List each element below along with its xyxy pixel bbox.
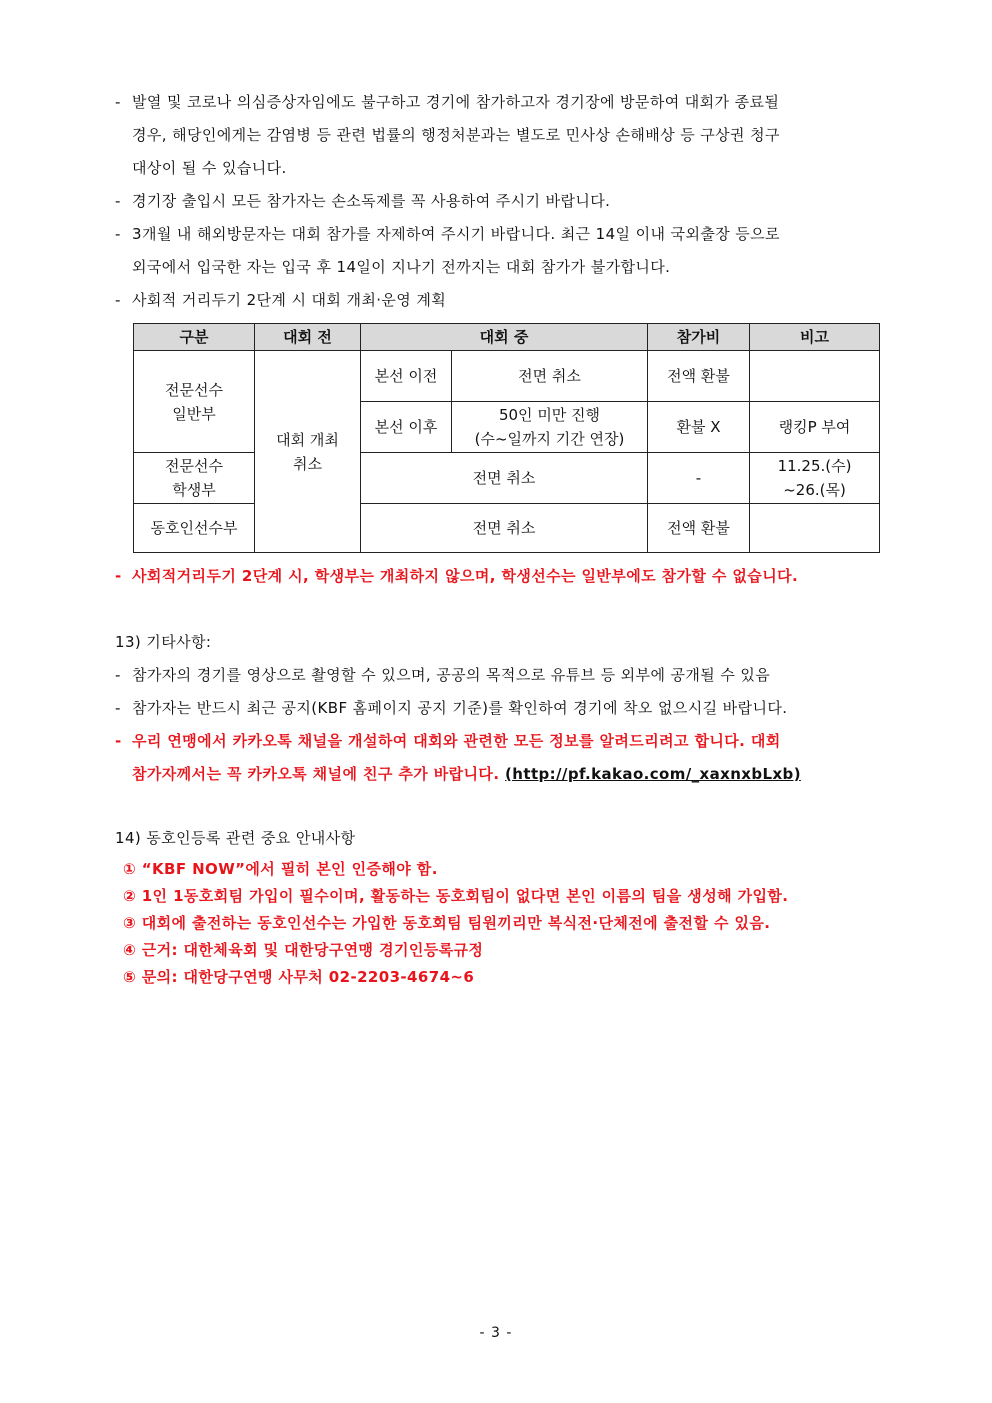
bullet-text: 대상이 될 수 있습니다. xyxy=(132,159,287,177)
cell-line: 일반부 xyxy=(172,404,216,423)
cell-line: 취소 xyxy=(293,454,322,473)
bullet-text: 사회적 거리두기 2단계 시 대회 개최·운영 계획 xyxy=(132,291,447,309)
section-title: 13) 기타사항: xyxy=(115,633,212,651)
bullet-text: 발열 및 코로나 의심증상자임에도 불구하고 경기에 참가하고자 경기장에 방문하여 대회가 종료될 xyxy=(132,93,780,111)
list-item: ① “KBF NOW”에서 필히 본인 인증해야 함. xyxy=(123,860,438,878)
cell-line: 전문선수 xyxy=(165,380,223,399)
bullet-dash: - xyxy=(115,93,121,111)
kakao-notice xyxy=(115,725,880,758)
bullet-dash: - xyxy=(115,699,121,717)
bullet-item xyxy=(115,659,880,692)
table-cell-fee: 환불 X xyxy=(648,402,750,453)
table-cell-note xyxy=(750,351,880,402)
section-title: 14) 동호인등록 관련 중요 안내사항 xyxy=(115,829,356,847)
list-item: ② 1인 1동호회팀 가입이 필수이며, 활동하는 동호회팀이 없다면 본인 이름의 팀을 생성해 가입함. xyxy=(123,887,789,905)
bullet-dash: - xyxy=(115,567,122,585)
bullet-text: 외국에서 입국한 자는 입국 후 14일이 지나기 전까지는 대회 참가가 불가합니다. xyxy=(132,258,671,276)
cell-line: (수~일까지 기간 연장) xyxy=(474,430,625,448)
cell-line: 전문선수 xyxy=(165,457,223,475)
table-header-cell: 대회 전 xyxy=(255,324,361,351)
bullet-text: 3개월 내 해외방문자는 대회 참가를 자제하여 주시기 바랍니다. 최근 14일 이내 국외출장 등으로 xyxy=(132,225,780,243)
table-row xyxy=(134,351,880,402)
table-header-cell: 대회 중 xyxy=(361,324,648,351)
bullet-dash: - xyxy=(115,666,121,684)
bullet-dash: - xyxy=(115,225,121,243)
table-cell-group: 동호인선수부 xyxy=(134,504,255,553)
section-14-list xyxy=(123,856,883,991)
kakao-text: 우리 연맹에서 카카오톡 채널을 개설하여 대회와 관련한 모든 정보를 알려드리려고 합니다. 대회 xyxy=(132,732,781,750)
intro-bullets xyxy=(115,86,880,317)
table-cell-note xyxy=(750,453,880,504)
kakao-notice-line2 xyxy=(115,758,880,791)
table-cell-stage: 본선 이후 xyxy=(361,402,452,453)
table-row xyxy=(134,504,880,553)
cell-line: 50인 미만 진행 xyxy=(498,406,601,424)
table-cell-during: 전면 취소 xyxy=(361,453,648,504)
table-cell-before xyxy=(255,351,361,553)
list-item: ⑤ 문의: 대한당구연맹 사무처 02-2203-4674~6 xyxy=(123,968,475,986)
table-header-row xyxy=(134,324,880,351)
list-item: ③ 대회에 출전하는 동호인선수는 가입한 동호회팀 팀원끼리만 복식전·단체전에 출전할 수 있음. xyxy=(123,914,771,932)
section-13 xyxy=(115,626,880,791)
cell-line: 11.25.(수) xyxy=(777,457,852,475)
bullet-text: 참가자의 경기를 영상으로 촬영할 수 있으며, 공공의 목적으로 유튜브 등 외부에 공개될 수 있음 xyxy=(132,666,771,684)
table-cell-note: 랭킹P 부여 xyxy=(750,402,880,453)
table-cell-fee: 전액 환불 xyxy=(648,504,750,553)
operation-plan-table xyxy=(133,323,880,553)
table-cell-fee: 전액 환불 xyxy=(648,351,750,402)
kakao-channel-link[interactable]: (http://pf.kakao.com/_xaxnxbLxb) xyxy=(505,765,801,783)
bullet-dash: - xyxy=(115,192,121,210)
bullet-dash: - xyxy=(115,732,122,750)
bullet-item xyxy=(115,692,880,725)
bullet-text: 경우, 해당인에게는 감염병 등 관련 법률의 행정처분과는 별도로 민사상 손해배상 등 구상권 청구 xyxy=(132,126,780,144)
table-cell-note xyxy=(750,504,880,553)
cell-line: 학생부 xyxy=(172,481,216,499)
table-cell-during xyxy=(452,402,648,453)
bullet-text: 경기장 출입시 모든 참가자는 손소독제를 꼭 사용하여 주시기 바랍니다. xyxy=(132,192,611,210)
cell-line: ~26.(목) xyxy=(783,481,846,499)
student-notice xyxy=(115,560,880,593)
notice-text: 사회적거리두기 2단계 시, 학생부는 개최하지 않으며, 학생선수는 일반부에도 참가할 수 없습니다. xyxy=(132,567,799,585)
kakao-text: 참가자께서는 꼭 카카오톡 채널에 친구 추가 바랍니다. xyxy=(132,765,506,783)
table-header-cell: 참가비 xyxy=(648,324,750,351)
table-cell-during: 전면 취소 xyxy=(452,351,648,402)
bullet-dash: - xyxy=(115,291,121,309)
table-cell-during: 전면 취소 xyxy=(361,504,648,553)
table-cell-fee: - xyxy=(648,453,750,504)
table-cell-group xyxy=(134,453,255,504)
section-14 xyxy=(115,822,880,855)
notice-line xyxy=(115,560,880,593)
list-item: ④ 근거: 대한체육회 및 대한당구연맹 경기인등록규정 xyxy=(123,941,484,959)
bullet-item xyxy=(115,218,880,251)
bullet-text: 참가자는 반드시 최근 공지(KBF 홈페이지 공지 기준)를 확인하여 경기에 착오 없으시길 바랍니다. xyxy=(132,699,788,717)
table-cell-group xyxy=(134,351,255,453)
table-header-cell: 비고 xyxy=(750,324,880,351)
bullet-item xyxy=(115,86,880,119)
bullet-item xyxy=(115,284,880,317)
bullet-item xyxy=(115,185,880,218)
table-header-cell: 구분 xyxy=(134,324,255,351)
table-row xyxy=(134,453,880,504)
page-number: - 3 - xyxy=(479,1325,513,1341)
cell-line: 대회 개최 xyxy=(276,430,339,449)
table-cell-stage: 본선 이전 xyxy=(361,351,452,402)
